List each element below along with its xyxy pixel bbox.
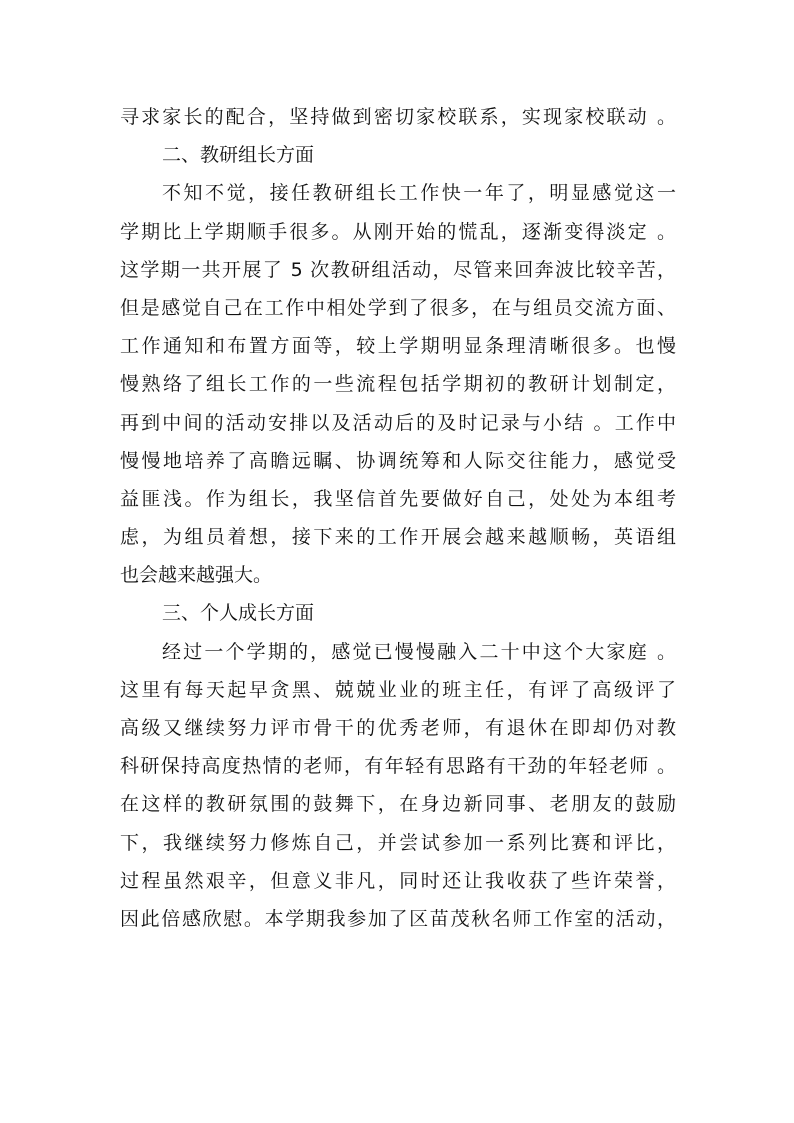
text-line: 但是感觉自己在工作中相处学到了很多，在与组员交流方面、 <box>120 296 676 319</box>
text-line: 慢熟络了组长工作的一些流程包括学期初的教研计划制定， <box>120 373 676 396</box>
text-line: 因此倍感欣慰。本学期我参加了区苗茂秋名师工作室的活动， <box>120 907 676 930</box>
text-line: 也会越来越强大。 <box>120 564 273 587</box>
text-line: 在这样的教研氛围的鼓舞下，在身边新同事、老朋友的鼓励 <box>120 793 676 816</box>
text-line: 下，我继续努力修炼自己，并尝试参加一系列比赛和评比， <box>120 831 676 854</box>
text-line: 这里有每天起早贪黑、兢兢业业的班主任，有评了高级评了 <box>120 678 676 701</box>
text-line: 寻求家长的配合，坚持做到密切家校联系，实现家校联动 。 <box>120 106 676 128</box>
text-line: 学期比上学期顺手很多。从刚开始的慌乱，逐渐变得淡定 。 <box>120 220 676 243</box>
text-line: 不知不觉，接任教研组长工作快一年了，明显感觉这一 <box>162 182 676 205</box>
text-line: 再到中间的活动安排以及活动后的及时记录与小结 。工作中 <box>120 411 676 434</box>
text-line: 慢慢地培养了高瞻远瞩、协调统筹和人际交往能力，感觉受 <box>120 449 676 472</box>
section-heading: 三、个人成长方面 <box>162 602 315 625</box>
text-line: 益匪浅。作为组长，我坚信首先要做好自己，处处为本组考 <box>120 487 676 510</box>
text-line: 工作通知和布置方面等，较上学期明显条理清晰很多。也慢 <box>120 335 676 358</box>
text-line: 高级又继续努力评市骨干的优秀老师，有退休在即却仍对教 <box>120 717 676 739</box>
text-line: 这学期一共开展了 5 次教研组活动，尽管来回奔波比较辛苦， <box>120 258 676 281</box>
text-line: 虑，为组员着想，接下来的工作开展会越来越顺畅，英语组 <box>120 526 676 549</box>
text-line: 科研保持高度热情的老师，有年轻有思路有干劲的年轻老师 。 <box>120 755 676 778</box>
section-heading: 二、教研组长方面 <box>162 144 315 167</box>
text-line: 经过一个学期的，感觉已慢慢融入二十中这个大家庭 。 <box>162 640 676 663</box>
document-page <box>120 98 676 938</box>
text-line: 过程虽然艰辛，但意义非凡，同时还让我收获了些许荣誉， <box>120 869 676 892</box>
